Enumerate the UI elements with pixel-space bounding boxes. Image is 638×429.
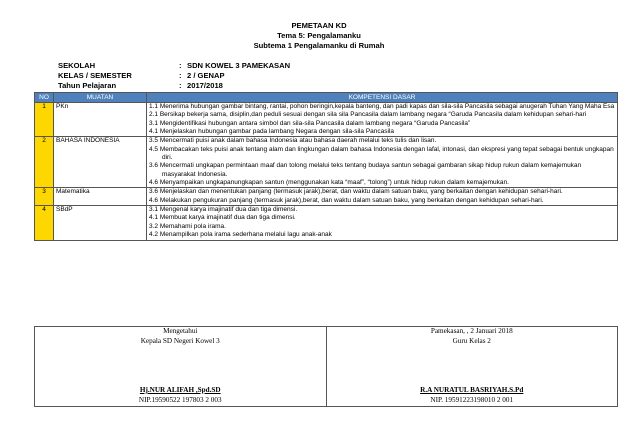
theme-title: Tema 5: Pengalamanku [277,31,361,40]
row-kd-list [147,137,618,188]
kd-item: 3.2 Memahami pola irama. [149,222,226,230]
info-label: SEKOLAH [58,61,96,70]
row-kd-list [147,103,618,137]
kd-item: 3.6 Menjelaskan dan menentukan panjang (termasuk jarak),berat, dan waktu dalam satuan baku, yang berkaitan dengan kehidupan sehari-hari. [149,188,563,196]
row-subject: BAHASA INDONESIA [54,137,147,188]
signature-row [35,327,618,407]
row-subject: PKn [54,103,147,137]
signature-table [34,326,618,407]
row-subject: SBdP [54,206,147,240]
table-header-row [35,93,618,103]
info-label: Tahun Pelajaran [58,81,117,90]
kd-item: 4.6 Menyampaikan ungkapanungkapan santun (menggunakan kata “maaf”, “tolong”) untuk hidup rukun dalam kemajemukan. [149,179,509,187]
kd-item: 4.5 Membacakan teks puisi anak tentang alam dan lingkungan dalam bahasa Indonesia dengan lafal, intonasi, dan ekspresi yang tepat sebagai bentuk ungkapan diri. [149,145,614,162]
acknowledgement-label: Mengetahui [163,327,198,335]
principal-title: Kepala SD Negeri Kowel 3 [140,337,220,345]
row-number: 4 [35,206,54,240]
table-row [35,137,618,188]
info-value: 2017/2018 [187,81,223,90]
kd-item: 1.1 Menerima hubungan gambar bintang, rantai, pohon beringin,kepala banteng, dan padi kapas dan sila-sila Pancasila sebagai anugerah Tuhan Yang Maha Esa [149,103,615,110]
document-title: PEMETAAN KD [291,21,347,30]
row-subject: Matematika [54,188,147,206]
principal-name: Hj.NUR ALIFAH ,Spd.SD [139,386,221,394]
kd-item: 3.1 Mengidentifikasi hubungan antara simbol dan sila-sila Pancasila dalam lambang negara “Garuda Pancasila” [149,119,471,127]
subtheme-title: Subtema 1 Pengalamanku di Rumah [253,41,385,50]
table-row [35,206,618,240]
row-number: 2 [35,137,54,188]
signature-left [35,327,327,407]
kd-item: 4.1 Membuat karya imajinatif dua dan tiga dimensi. [149,214,296,222]
info-colon: : [179,81,182,90]
kd-item: 3.1 Mengenal karya imajinatif dua dan tiga dimensi. [149,206,298,214]
kd-item: 4.1 Menjelaskan hubungan gambar pada lambang Negara dengan sila-sila Pancasila [149,128,394,136]
row-number: 1 [35,103,54,137]
info-colon: : [179,61,182,70]
kd-item: 4.6 Melakukan pengukuran panjang (termasuk jarak),berat, dan waktu dalam satuan baku, yang berkaitan dengan kehidupan sehari-hari. [149,196,544,204]
row-kd-list [147,206,618,240]
info-value: SDN KOWEL 3 PAMEKASAN [187,61,291,70]
kd-item: 3.5 Mencermati puisi anak dalam bahasa Indonesia atau bahasa daerah melalui teks tulis dan lisan. [149,137,437,145]
teacher-title: Guru Kelas 2 [452,337,491,345]
row-kd-list [147,188,618,206]
principal-nip: NIP.19590522 197803 2 003 [138,396,222,404]
kd-item: 3.6 Mencermati ungkapan permintaan maaf dan tolong melalui teks tentang budaya santun sebagai gambaran sikap hidup rukun dalam kemajemukan masyarakat Indonesia. [149,162,582,178]
signature-right [326,327,618,407]
teacher-name: R.A NURATUL BASRIYAH.S.Pd [420,386,524,394]
table-row [35,188,618,206]
header-no: NO [35,93,54,103]
kd-item: 4.2 Menampilkan pola irama sederhana melalui lagu anak-anak [149,231,332,239]
header-kd: KOMPETENSI DASAR [147,93,618,103]
header-muatan: MUATAN [54,93,147,103]
teacher-nip: NIP. 19591223198010 2 001 [430,396,514,404]
info-value: 2 / GENAP [187,71,225,80]
kd-item: 2.1 Bersikap bekerja sama, disiplin,dan peduli sesuai dengan sila sila Pancasila dalam lambang negara “Garuda Pancasila dalam kehidupan sehari-hari [149,111,587,119]
place-date: Pamekasan, , 2 Januari 2018 [430,327,513,335]
info-colon: : [179,71,182,80]
kd-table [34,92,618,241]
table-row [35,103,618,137]
row-number: 3 [35,188,54,206]
info-label: KELAS / SEMESTER [58,71,132,80]
